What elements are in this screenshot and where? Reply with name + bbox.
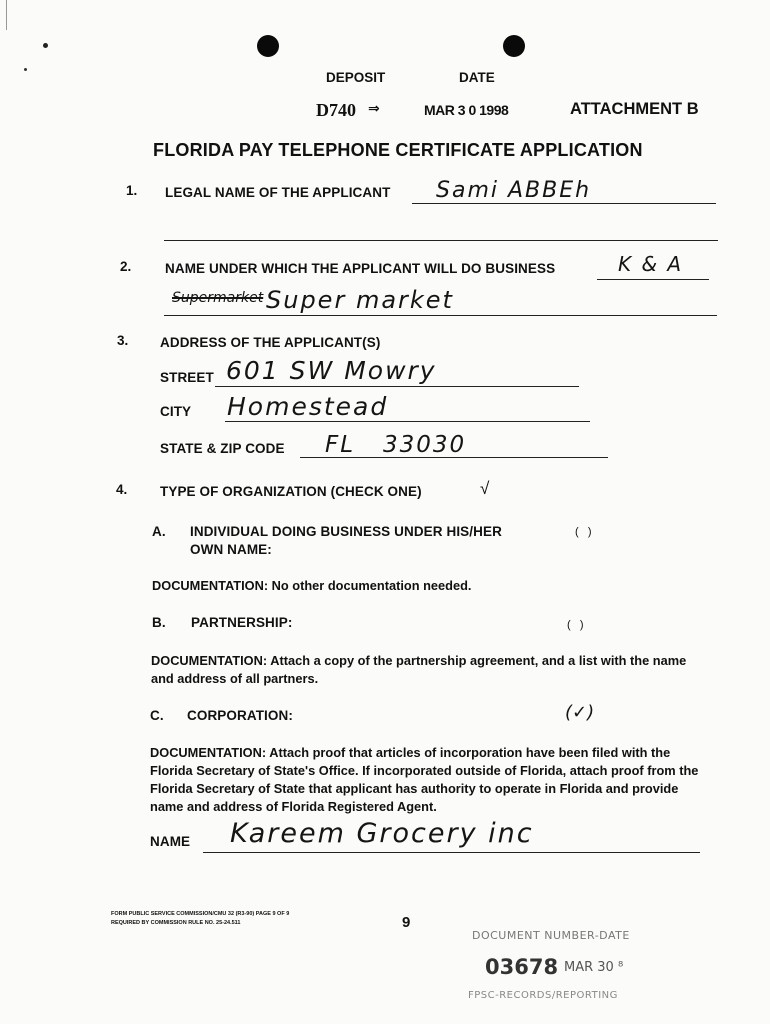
date-label: DATE <box>459 70 495 85</box>
option-letter: C. <box>150 708 164 723</box>
doc-label: DOCUMENTATION: <box>152 578 269 593</box>
stamp-date: MAR 30 ⁸ <box>564 960 624 975</box>
item-number: 4. <box>116 482 128 497</box>
legal-name-underline <box>412 203 716 204</box>
individual-checkbox[interactable]: ( ) <box>575 526 592 538</box>
business-name-underline <box>597 279 709 280</box>
scan-speck <box>43 43 48 48</box>
punch-hole-right <box>503 35 525 57</box>
individual-documentation <box>152 577 712 595</box>
doc-text: Attach proof that articles of incorporation have been filed with the Florida Secretary of State's Office. If incorporated outside of Florida, attach proof from the Florida Secretary of State that applicant has authority to operate in Florida and provide name and address of Florida Registered Agent. <box>150 745 699 814</box>
corporation-documentation <box>150 744 706 816</box>
deposit-number: D740 <box>316 100 356 120</box>
business-name-struck: Supermarket <box>172 290 264 306</box>
business-name-label: NAME UNDER WHICH THE APPLICANT WILL DO BUSINESS <box>165 261 556 276</box>
corp-name-label: NAME <box>150 834 191 849</box>
state-zip-value[interactable]: FL 33030 <box>325 432 467 458</box>
date-value: MAR 3 0 1998 <box>424 102 509 118</box>
partnership-documentation <box>151 652 711 688</box>
deposit-label: DEPOSIT <box>326 70 386 85</box>
business-name-value-1[interactable]: K & A <box>618 252 684 276</box>
legal-name-label: LEGAL NAME OF THE APPLICANT <box>165 185 391 200</box>
rule-reference: REQUIRED BY COMMISSION RULE NO. 25-24.511 <box>111 920 241 926</box>
item-number: 1. <box>126 183 138 198</box>
option-letter: A. <box>152 524 166 539</box>
individual-label-1: INDIVIDUAL DOING BUSINESS UNDER HIS/HER <box>190 524 502 539</box>
corp-name-underline <box>203 852 700 853</box>
legal-name-second-line <box>164 240 718 241</box>
business-name-second-line <box>164 315 717 316</box>
address-label: ADDRESS OF THE APPLICANT(S) <box>160 335 381 350</box>
state-zip-label: STATE & ZIP CODE <box>160 441 285 456</box>
stamp-document-number: 03678 <box>485 955 559 979</box>
legal-name-value[interactable]: Sami ABBEh <box>436 178 592 203</box>
item-number: 3. <box>117 333 129 348</box>
partnership-checkbox[interactable]: ( ) <box>567 619 584 631</box>
page-number: 9 <box>402 914 411 931</box>
item-number: 2. <box>120 259 132 274</box>
punch-hole-left <box>257 35 279 57</box>
business-name-value-2[interactable]: Super market <box>266 286 454 314</box>
scan-edge <box>6 0 7 30</box>
street-label: STREET <box>160 370 214 385</box>
doc-label: DOCUMENTATION: <box>151 653 268 668</box>
corporation-checkbox[interactable]: (✓) <box>565 702 595 723</box>
option-letter: B. <box>152 615 166 630</box>
city-underline <box>225 421 590 422</box>
form-number: FORM PUBLIC SERVICE COMMISSION/CMU 32 (R3-90) PAGE 9 OF 9 <box>111 911 290 917</box>
corporation-label: CORPORATION: <box>187 708 293 723</box>
stamp-header: DOCUMENT NUMBER-DATE <box>472 929 630 942</box>
partnership-label: PARTNERSHIP: <box>191 615 293 630</box>
doc-text: Attach a copy of the partnership agreement, and a list with the name and address of all partners. <box>151 653 687 686</box>
individual-label-2: OWN NAME: <box>190 542 272 557</box>
deposit-arrow: ⇒ <box>368 100 380 116</box>
org-type-label: TYPE OF ORGANIZATION (CHECK ONE) <box>160 484 422 499</box>
city-label: CITY <box>160 404 192 419</box>
street-value[interactable]: 601 SW Mowry <box>226 356 437 385</box>
corp-name-value[interactable]: Kareem Grocery inc <box>230 818 534 849</box>
scan-speck <box>24 68 27 71</box>
stamp-footer: FPSC-RECORDS/REPORTING <box>468 990 618 1001</box>
doc-label: DOCUMENTATION: <box>150 745 267 760</box>
attachment-label: ATTACHMENT B <box>570 100 699 118</box>
org-type-check-mark: √ <box>480 479 490 498</box>
city-value[interactable]: Homestead <box>227 392 389 421</box>
street-underline <box>215 386 579 387</box>
doc-text: No other documentation needed. <box>271 578 472 593</box>
page-title: FLORIDA PAY TELEPHONE CERTIFICATE APPLICATION <box>153 140 643 160</box>
